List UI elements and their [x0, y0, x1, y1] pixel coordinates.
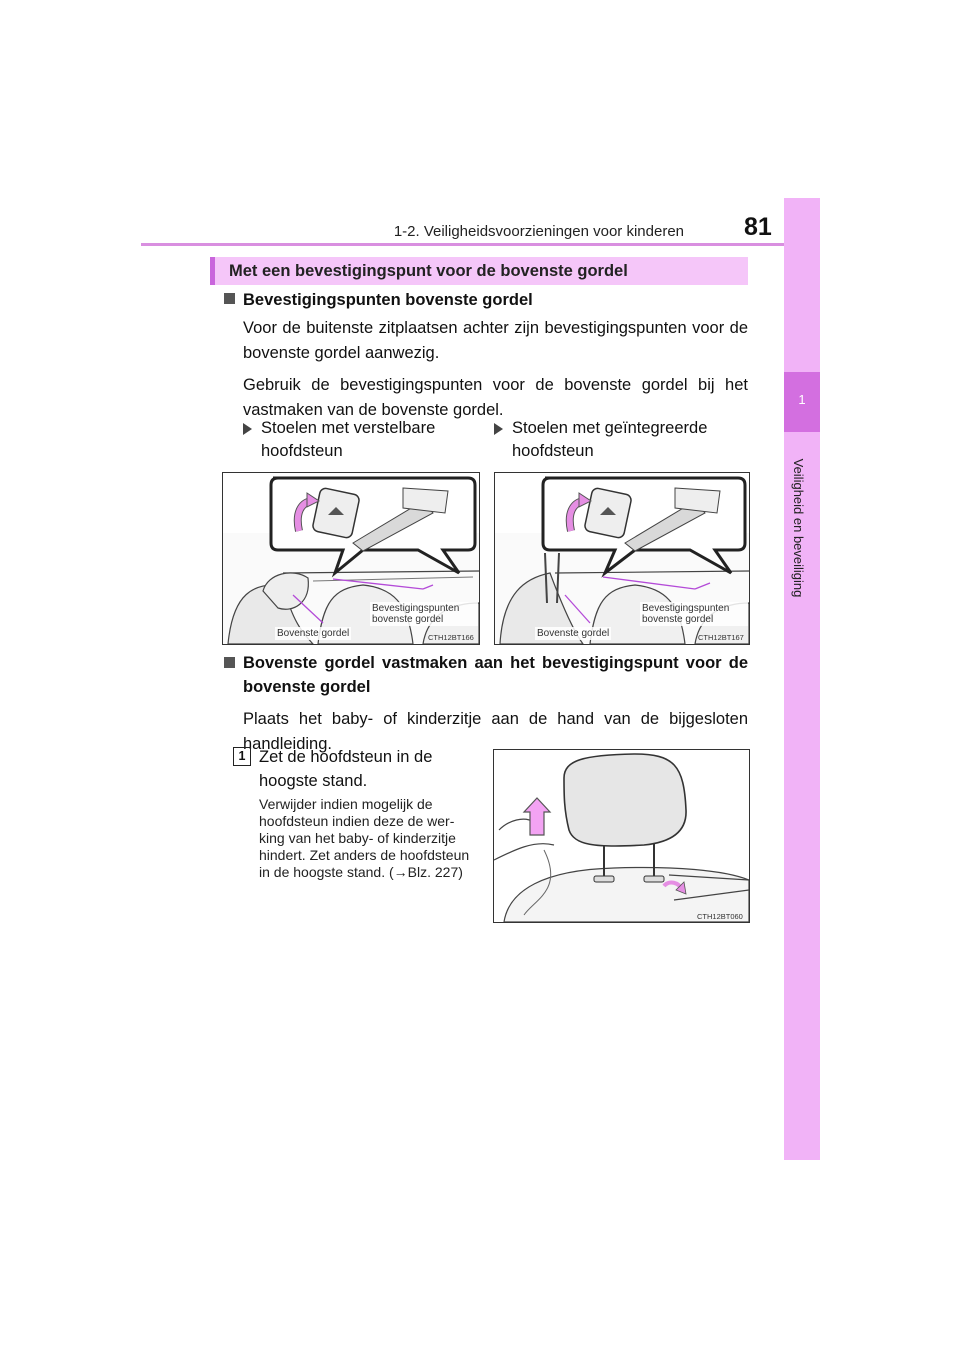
figure-integrated-headrest: [494, 472, 750, 645]
step-note: Verwijder indien mogelijk de hoofdsteun indien deze de wer-king van het baby- of kinderzitje hindert. Zet anders de hoofdsteun in de hoogste stand. (→Blz. 227): [259, 796, 470, 880]
step-number-badge: 1: [233, 747, 251, 766]
subsection-heading: [224, 651, 748, 699]
page-number: 81: [744, 213, 772, 241]
header-rule: [141, 243, 819, 246]
figure-code: CTH12BT167: [698, 633, 744, 642]
chapter-number: 1: [798, 392, 806, 407]
triangle-bullet-icon: [494, 423, 503, 435]
paragraph-attach-instructions: Plaats het baby- of kinderzitje aan de hand van de bijgesloten handleiding.: [243, 710, 748, 753]
figure-code: CTH12BT060: [697, 912, 743, 921]
subsection-heading-text: Bovenste gordel vastmaken aan het bevestigingspunt voor de bovenste gordel: [243, 654, 748, 696]
figure-label-top-strap: Bovenste gordel: [537, 628, 610, 639]
chapter-label: Veiligheid en beveiliging: [791, 458, 806, 598]
running-header: 1-2. Veiligheidsvoorzieningen voor kinderen: [393, 223, 684, 240]
figure-headrest-raise: [493, 749, 750, 923]
section-heading: Met een bevestigingspunt voor de bovenste gordel: [210, 257, 748, 285]
figure-caption-adjustable-text: Stoelen met verstelbare hoofdsteun: [261, 419, 436, 460]
bullet-square-icon: [224, 657, 235, 668]
bullet-square-icon: [224, 293, 235, 304]
figure-label-top-strap: Bovenste gordel: [277, 628, 350, 639]
chapter-side-tab: [784, 198, 820, 1160]
figure-code: CTH12BT166: [428, 633, 474, 642]
figure-adjustable-headrest: [222, 472, 480, 645]
figure-caption-adjustable: [243, 417, 473, 463]
paragraph-anchor-usage: Gebruik de bevestigingspunten voor de bovenste gordel bij het vastmaken van de bovenste gordel.: [243, 376, 748, 419]
subsection-heading: [224, 291, 748, 310]
paragraph-anchor-info: Voor de buitenste zitplaatsen achter zijn bevestigingspunten voor de bovenste gordel aanwezig.: [243, 319, 748, 362]
figure-headrest-raise-illustration: [494, 750, 749, 922]
figure-label-anchor-points: Bevestigingspunten bovenste gordel: [640, 602, 748, 626]
triangle-bullet-icon: [243, 423, 252, 435]
block-attach-strap: [224, 651, 748, 757]
figure-caption-integrated: [494, 417, 734, 463]
step-text: Zet de hoofdsteun in de hoogste stand.: [259, 748, 433, 790]
figure-caption-integrated-text: Stoelen met geïntegreerde hoofdsteun: [512, 419, 708, 460]
figure-label-anchor-points: Bevestigingspunten bovenste gordel: [370, 602, 478, 626]
subsection-heading-text: Bevestigingspunten bovenste gordel: [243, 291, 533, 309]
block-anchor-points: [224, 291, 748, 423]
